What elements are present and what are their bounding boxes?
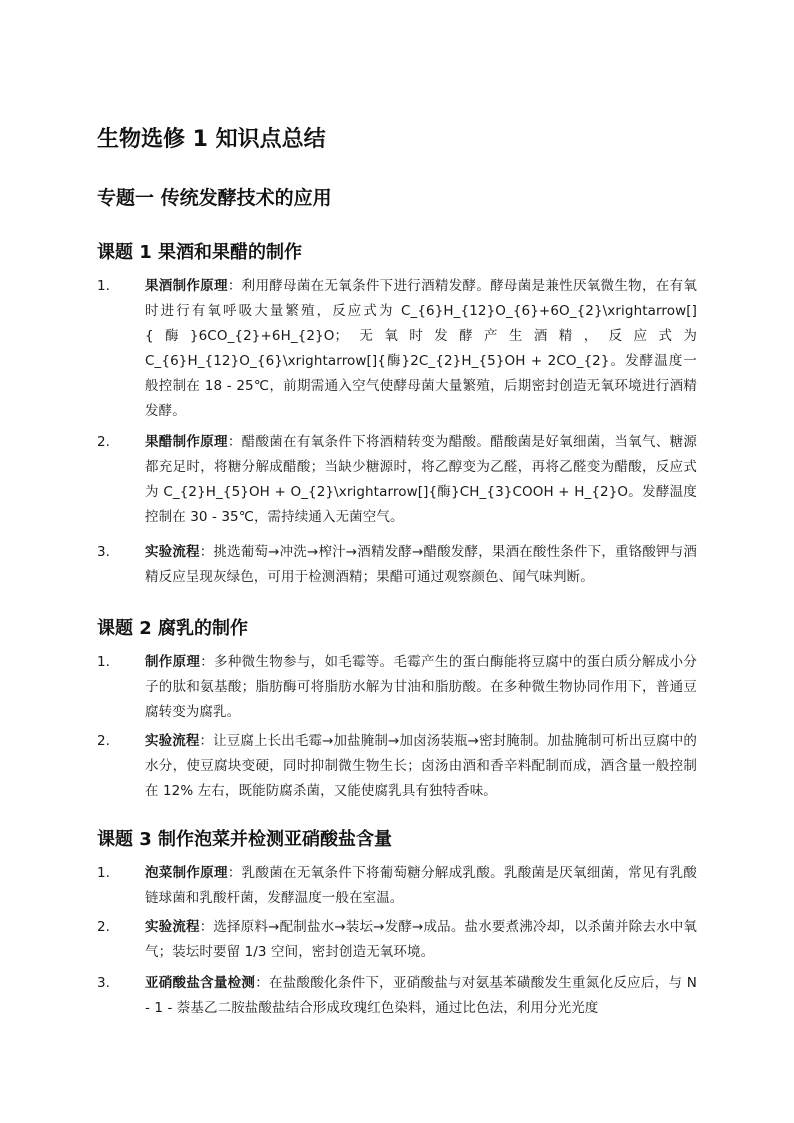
lesson-heading: 课题 3 制作泡菜并检测亚硝酸盐含量 xyxy=(97,829,393,850)
item-label: 泡菜制作原理 xyxy=(145,865,228,881)
list-text xyxy=(145,861,697,911)
list-number: 2. xyxy=(97,434,110,450)
item-label: 亚硝酸盐含量检测 xyxy=(145,975,256,991)
item-label: 果醋制作原理 xyxy=(145,434,228,450)
list-text xyxy=(145,971,697,1021)
list-item xyxy=(97,650,697,725)
list-text xyxy=(145,430,697,530)
list-number: 2. xyxy=(97,919,110,935)
item-label: 制作原理 xyxy=(145,654,201,670)
item-body: ：乳酸菌在无氧条件下将葡萄糖分解成乳酸。乳酸菌是厌氧细菌，常见有乳酸链球菌和乳酸杆菌，发酵温度一般在室温。 xyxy=(145,865,697,906)
list-item xyxy=(97,274,697,424)
topic-heading: 专题一 传统发酵技术的应用 xyxy=(97,187,332,209)
lesson-heading: 课题 2 腐乳的制作 xyxy=(97,618,249,639)
document-title: 生物选修 1 知识点总结 xyxy=(97,127,326,152)
item-body: ：在盐酸酸化条件下，亚硝酸盐与对氨基苯磺酸发生重氮化反应后，与 N - 1 - 萘基乙二胺盐酸盐结合形成玫瑰红色染料，通过比色法，利用分光光度 xyxy=(145,975,697,1016)
item-label: 果酒制作原理 xyxy=(145,278,228,294)
item-label: 实验流程 xyxy=(145,919,200,935)
item-body: ：多种微生物参与，如毛霉等。毛霉产生的蛋白酶能将豆腐中的蛋白质分解成小分子的肽和氨基酸；脂肪酶可将脂肪水解为甘油和脂肪酸。在多种微生物协同作用下，普通豆腐转变为腐乳。 xyxy=(145,654,697,720)
list-item xyxy=(97,729,697,804)
list-item xyxy=(97,540,697,590)
list-text xyxy=(145,540,697,590)
item-body: ：挑选葡萄→冲洗→榨汁→酒精发酵→醋酸发酵，果酒在酸性条件下，重铬酸钾与酒精反应呈现灰绿色，可用于检测酒精；果醋可通过观察颜色、闻气味判断。 xyxy=(145,544,697,585)
lesson-heading: 课题 1 果酒和果醋的制作 xyxy=(97,242,303,263)
item-label: 实验流程 xyxy=(145,544,200,560)
list-number: 3. xyxy=(97,975,110,991)
item-body: ：利用酵母菌在无氧条件下进行酒精发酵。酵母菌是兼性厌氧微生物，在有氧时进行有氧呼吸大量繁殖，反应式为 C_{6}H_{12}O_{6}+6O_{2}\xrightarrow[]{酶}6CO_{2}+6H_{2}O；无氧时发酵产生酒精，反应式为 C_{6}H_{12}O_{6}\xrightarrow[]{酶}2C_{2}H_{5}OH + 2CO_{2}。发酵温度一般控制在 18 - 25℃，前期需通入空气使酵母菌大量繁殖，后期密封创造无氧环境进行酒精发酵。 xyxy=(145,278,697,419)
item-body: ：让豆腐上长出毛霉→加盐腌制→加卤汤装瓶→密封腌制。加盐腌制可析出豆腐中的水分，使豆腐块变硬，同时抑制微生物生长；卤汤由酒和香辛料配制而成，酒含量一般控制在 12% 左右，既能防腐杀菌，又能使腐乳具有独特香味。 xyxy=(145,733,697,799)
list-item xyxy=(97,915,697,965)
list-number: 2. xyxy=(97,733,110,749)
item-label: 实验流程 xyxy=(145,733,200,749)
list-text xyxy=(145,650,697,725)
list-number: 1. xyxy=(97,278,110,294)
list-number: 1. xyxy=(97,865,110,881)
list-text xyxy=(145,274,697,424)
list-item xyxy=(97,430,697,530)
list-number: 1. xyxy=(97,654,110,670)
list-number: 3. xyxy=(97,544,110,560)
item-body: ：选择原料→配制盐水→装坛→发酵→成品。盐水要煮沸冷却，以杀菌并除去水中氧气；装坛时要留 1/3 空间，密封创造无氧环境。 xyxy=(145,919,697,960)
list-text xyxy=(145,729,697,804)
list-item xyxy=(97,971,697,1021)
item-body: ：醋酸菌在有氧条件下将酒精转变为醋酸。醋酸菌是好氧细菌，当氧气、糖源都充足时，将糖分解成醋酸；当缺少糖源时，将乙醇变为乙醛，再将乙醛变为醋酸，反应式为 C_{2}H_{5}OH + O_{2}\xrightarrow[]{酶}CH_{3}COOH + H_{2}O。发酵温度控制在 30 - 35℃，需持续通入无菌空气。 xyxy=(145,434,697,525)
list-text xyxy=(145,915,697,965)
list-item xyxy=(97,861,697,911)
